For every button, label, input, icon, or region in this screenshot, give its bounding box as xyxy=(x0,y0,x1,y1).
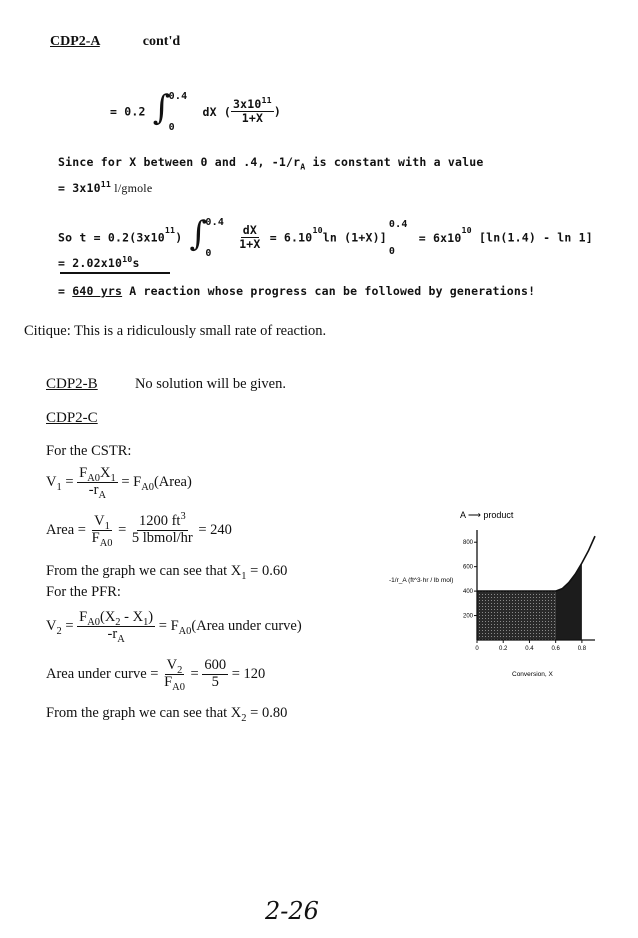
since-sub: A xyxy=(300,161,306,172)
equation-integral-1 xyxy=(110,84,281,133)
chart-title-group xyxy=(460,510,514,520)
v1-lhs: V xyxy=(46,473,57,490)
for-pfr: For the PFR: xyxy=(46,584,121,600)
so-bracket-limits xyxy=(389,219,408,257)
graph-x2-line xyxy=(46,705,287,722)
eq1-lower-limit: 0 xyxy=(168,121,175,133)
chart-xlabel: Conversion, X xyxy=(512,671,553,678)
v1-den-sub: A xyxy=(98,489,107,501)
cdp2a-heading-row xyxy=(50,34,180,50)
years-remark: A reaction whose progress can be followed by generations! xyxy=(129,284,536,298)
so-bracket-lower: 0 xyxy=(388,245,396,257)
cdp2b-text: No solution will be given. xyxy=(134,376,286,392)
v2-num-sub: A0 xyxy=(87,616,100,628)
v1-num-x: X xyxy=(99,465,111,481)
v2-num-x2: 2 xyxy=(115,616,121,628)
v2-num-x1: 1 xyxy=(143,616,149,628)
eq1-numerator-exp: 11 xyxy=(261,95,272,106)
so-end: = 6x10 xyxy=(418,230,462,245)
so-prefix: So t = 0.2(3x10 xyxy=(58,230,165,245)
area-equation: Area = $\frac{V_1}{F_{A0}}$ = $\frac{1200 ft^3}{\text{5 lbmol/hr}}$ = 240 xyxy=(46,511,232,549)
auc-equation: Area under curve = $\frac{V_2}{F_{A0}}$ = $\frac{600}{5}$ = 120 xyxy=(46,657,266,693)
so-frac-den: 1+X xyxy=(239,237,261,251)
cdp2b-heading: CDP2-B xyxy=(46,376,98,392)
so-close: ) xyxy=(175,230,183,245)
v2-sub: 2 xyxy=(56,625,62,637)
cstr-shaded-rect xyxy=(477,591,556,640)
v2-equation: $V_2$ = $\frac{F_{A0}(X_2 - X_1)}{-r_A}$ = $F_{A0}(Area$ under curve) xyxy=(46,609,302,645)
so-mid: = 6.10 xyxy=(269,230,313,245)
area-fraction-1 xyxy=(90,514,115,547)
auc-fraction-1 xyxy=(162,658,187,691)
result-underline xyxy=(60,272,170,274)
area-f2-num-exp: 3 xyxy=(180,511,186,523)
cdp2c-heading: CDP2-C xyxy=(46,410,98,426)
graph-x1-prefix: From the graph we can see that X xyxy=(46,563,242,579)
graph-x2-sub: 2 xyxy=(241,712,247,724)
eq1-denominator: 1+X xyxy=(241,111,264,125)
area-f1-num: V xyxy=(94,513,105,529)
years-value: 640 yrs xyxy=(72,284,123,298)
v2-num-rest: (X xyxy=(99,609,116,625)
v1-rhs-sub: A0 xyxy=(141,481,154,493)
v1-num-sub: A0 xyxy=(87,472,100,484)
value-line xyxy=(58,181,152,196)
auc-f1-den: F xyxy=(164,673,173,690)
since-rest: is constant with a value xyxy=(305,155,484,169)
v1-sub: 1 xyxy=(56,481,62,493)
area-result: = 240 xyxy=(198,521,232,538)
eq1-close: ) xyxy=(273,104,281,119)
integral-sign-icon: ∫ xyxy=(152,88,171,128)
eq1-limits xyxy=(169,91,188,133)
chart-ylabel: -1/r_A (ft^3·hr / lb mol) xyxy=(389,577,454,584)
so-lower-limit: 0 xyxy=(205,247,212,259)
v1-rhs: = F xyxy=(121,473,142,490)
value-exp: 11 xyxy=(100,179,112,190)
x-tick-label: 0.6 xyxy=(551,646,560,652)
eq1-fraction xyxy=(231,95,274,125)
area-f2-den: 5 lbmol/hr xyxy=(131,529,193,546)
cdp2b-row xyxy=(46,376,286,393)
so-fraction xyxy=(237,224,262,250)
v1-den: -r xyxy=(88,481,99,498)
area-f1-den: F xyxy=(91,529,100,546)
y-tick-label: 400 xyxy=(462,589,473,596)
v2-num: F xyxy=(79,609,88,625)
pfr-shaded-area xyxy=(556,563,582,640)
graph-x1-sub: 1 xyxy=(241,570,247,582)
v1-equation: $V_1$ = $\frac{F_{A0}X_1}{-r_A}$ = $F_{A0}(Area)$ xyxy=(46,465,192,501)
v2-den-sub: A xyxy=(117,633,125,645)
v1-rhs-rest: (Area) xyxy=(153,473,192,490)
result-exp: 10 xyxy=(122,254,133,265)
so-t-equation xyxy=(58,210,593,259)
result-unit: s xyxy=(132,256,140,270)
v1-num: F xyxy=(79,465,88,481)
auc-lhs: Area under curve = xyxy=(46,665,159,682)
y-tick-label: 800 xyxy=(462,540,473,547)
y-tick-label: 600 xyxy=(462,564,473,571)
years-prefix: = xyxy=(58,284,66,298)
auc-f2-den: 5 xyxy=(211,673,219,690)
auc-f1-den-sub: A0 xyxy=(172,681,185,693)
eq1-upper-limit: 0.4 xyxy=(168,90,188,102)
auc-fraction-2 xyxy=(202,658,228,691)
integral-sign-icon: ∫ xyxy=(189,214,208,254)
so-frac-num: dX xyxy=(242,223,257,238)
v2-den: -r xyxy=(107,625,118,642)
graph-x1-value: = 0.60 xyxy=(246,563,288,579)
auc-result: = 120 xyxy=(231,665,266,682)
area-f1-den-sub: A0 xyxy=(99,537,113,549)
since-line xyxy=(58,155,484,172)
eq1-numerator: 3x10 xyxy=(232,97,262,112)
years-line xyxy=(58,284,535,298)
graph-x2-value: = 0.80 xyxy=(246,705,288,721)
result-prefix: = 2.02x10 xyxy=(58,256,123,270)
v2-rhs-sub: A0 xyxy=(178,625,192,637)
since-text: Since for X between 0 and .4, -1/r xyxy=(58,155,301,169)
v1-fraction xyxy=(77,466,118,499)
for-cstr: For the CSTR: xyxy=(46,443,132,459)
auc-f1-num-sub: 2 xyxy=(177,664,183,676)
page-number: 2-26 xyxy=(265,897,319,925)
auc-f2-num: 600 xyxy=(204,657,227,673)
shaded-areas xyxy=(477,563,582,640)
area-f2-num: 1200 ft xyxy=(138,513,181,529)
v2-fraction xyxy=(77,610,155,643)
v1-num-x-sub: 1 xyxy=(110,472,116,484)
x-tick-label: 0.4 xyxy=(525,646,534,652)
so-bracket-upper: 0.4 xyxy=(388,218,408,230)
eq1-dx: dX ( xyxy=(202,104,231,119)
so-mid-exp: 10 xyxy=(312,225,323,235)
y-tick-label: 200 xyxy=(462,613,473,620)
v2-num-minus: - X xyxy=(120,609,144,625)
graph-x2-prefix: From the graph we can see that X xyxy=(46,705,242,721)
graph-x1-line xyxy=(46,563,287,580)
critique-text: Citique: This is a ridiculously small rate of reaction. xyxy=(24,323,327,339)
v2-lhs: V xyxy=(46,617,57,634)
area-lhs: Area = xyxy=(46,521,86,538)
chart-ylabel-group xyxy=(389,577,453,584)
so-exp: 11 xyxy=(164,225,176,235)
v2-num-close: ) xyxy=(148,609,154,625)
so-upper-limit: 0.4 xyxy=(205,216,225,228)
chart-title: A ⟶ product xyxy=(460,510,514,520)
area-f1-num-sub: 1 xyxy=(104,520,110,532)
so-end-rest: [ln(1.4) - ln 1] xyxy=(471,230,593,245)
so-ln: ln (1+X)] xyxy=(322,230,387,245)
levenspiel-chart xyxy=(385,500,605,690)
area-fraction-2 xyxy=(130,511,195,547)
so-limits xyxy=(205,217,224,259)
so-end-exp: 10 xyxy=(461,225,472,235)
cdp2a-heading: CDP2-A xyxy=(50,34,100,49)
result-line xyxy=(58,256,140,270)
x-tick-label: 0.2 xyxy=(499,646,508,652)
eq1-prefix: = 0.2 xyxy=(110,104,146,119)
x-tick-label: 0.8 xyxy=(577,646,587,652)
v2-rhs-rest: (Area under curve) xyxy=(191,617,302,634)
v2-rhs: = F xyxy=(158,617,179,634)
value-unit: l/gmole xyxy=(111,181,153,195)
value-prefix: = 3x10 xyxy=(58,181,101,195)
cdp2a-heading-suffix: cont'd xyxy=(142,34,181,49)
x-tick-label: 0 xyxy=(475,646,479,652)
auc-f1-num: V xyxy=(166,657,178,673)
